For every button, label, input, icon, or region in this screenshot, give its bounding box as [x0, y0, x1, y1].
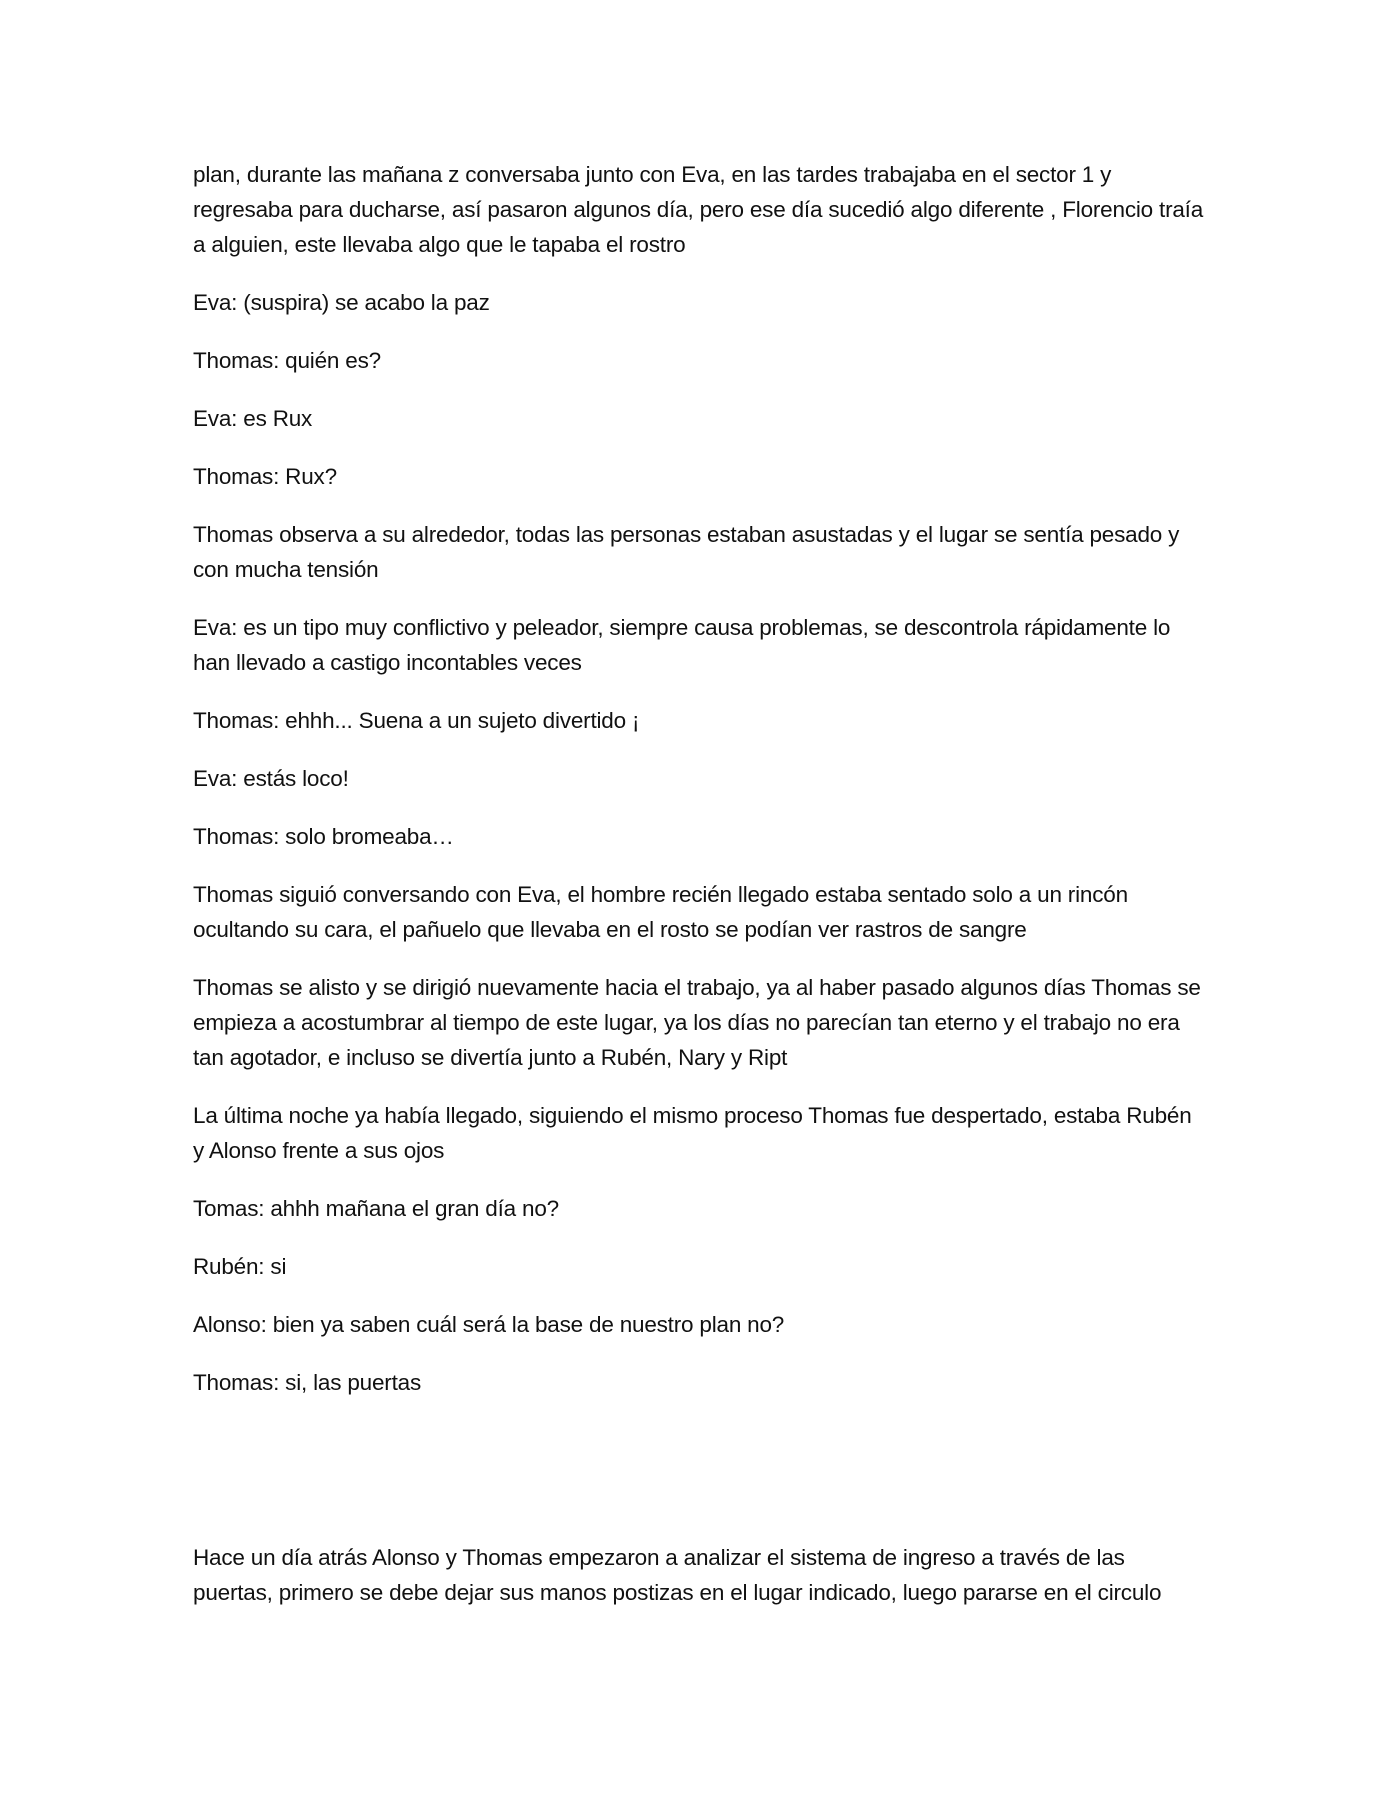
dialogue-line: Thomas: si, las puertas [193, 1370, 421, 1395]
paragraph-narration-1: plan, durante las mañana z conversaba junto con Eva, en las tardes trabajaba en el sector 1 y regresaba para ducharse, así pasaron algunos día, pero ese día sucedió algo diferente , Florencio traía a alguien, este llevaba algo que le tapaba el rostro [193, 162, 1204, 257]
dialogue-line: Tomas: ahhh mañana el gran día no? [193, 1196, 559, 1221]
dialogue-line: Thomas: ehhh... Suena a un sujeto divertido ¡ [193, 708, 640, 733]
dialogue-line: Eva: es Rux [193, 406, 313, 431]
dialogue-line: Eva: (suspira) se acabo la paz [193, 290, 490, 315]
paragraph-narration-2: Thomas observa a su alrededor, todas las personas estaban asustadas y el lugar se sentía pesado y con mucha tensión [193, 522, 1180, 582]
dialogue-line: Rubén: si [193, 1254, 287, 1279]
dialogue-line: Eva: estás loco! [193, 766, 349, 791]
paragraph-narration-3: Thomas siguió conversando con Eva, el hombre recién llegado estaba sentado solo a un rincón ocultando su cara, el pañuelo que llevaba en el rosto se podían ver rastros de sangre [193, 882, 1128, 942]
dialogue-line: Alonso: bien ya saben cuál será la base de nuestro plan no? [193, 1312, 785, 1337]
paragraph-narration-5: La última noche ya había llegado, siguiendo el mismo proceso Thomas fue despertado, estaba Rubén y Alonso frente a sus ojos [193, 1103, 1192, 1163]
dialogue-line: Thomas: quién es? [193, 348, 381, 373]
dialogue-line: Eva: es un tipo muy conflictivo y peleador, siempre causa problemas, se descontrola rápidamente lo han llevado a castigo incontables veces [193, 615, 1171, 675]
dialogue-line: Thomas: solo bromeaba… [193, 824, 454, 849]
dialogue-line: Thomas: Rux? [193, 464, 337, 489]
paragraph-narration-4: Thomas se alisto y se dirigió nuevamente hacia el trabajo, ya al haber pasado algunos días Thomas se empieza a acostumbrar al tiempo de este lugar, ya los días no parecían tan eterno y el trabajo no era tan agotador, e incluso se divertía junto a Rubén, Nary y Ript [193, 975, 1201, 1070]
text-body [193, 157, 1208, 1633]
paragraph-final: Hace un día atrás Alonso y Thomas empezaron a analizar el sistema de ingreso a través de las puertas, primero se debe dejar sus manos postizas en el lugar indicado, luego pararse en el circulo [193, 1545, 1162, 1605]
section-gap [193, 1423, 1208, 1540]
